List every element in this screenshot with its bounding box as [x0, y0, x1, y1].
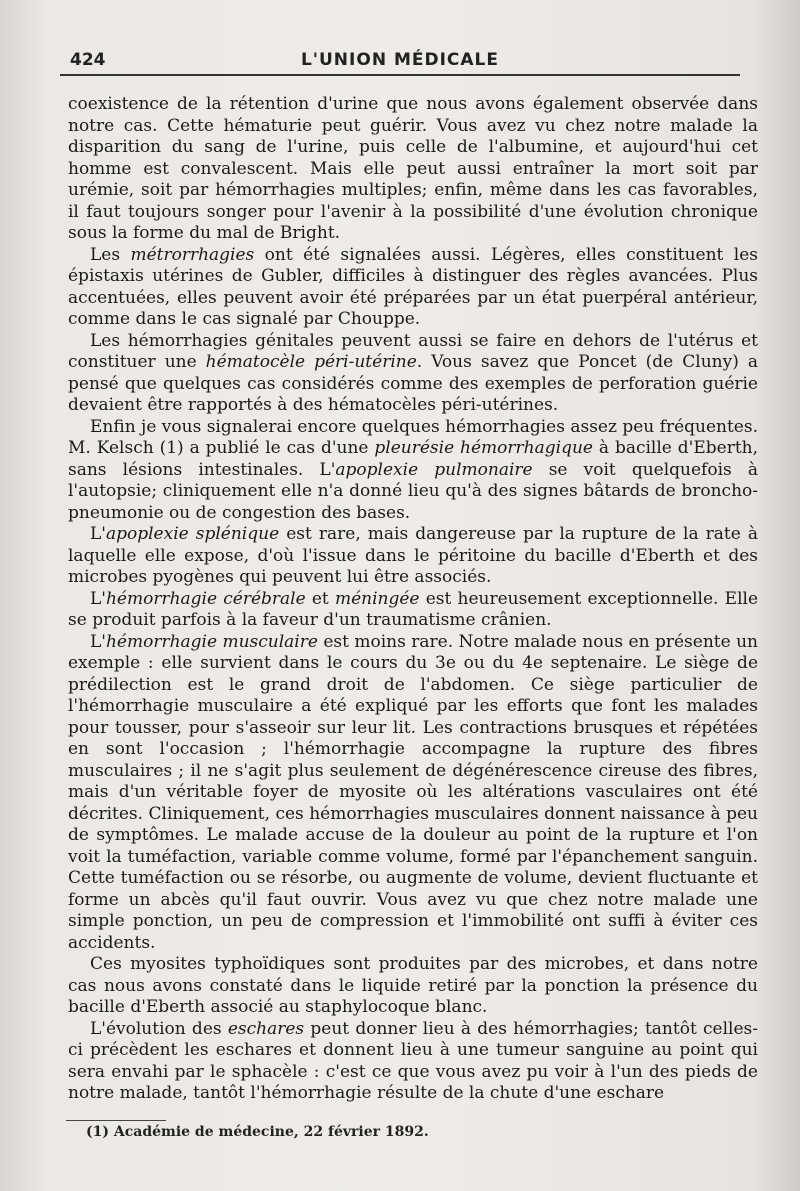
text-run: et — [305, 588, 335, 609]
paragraph-p1 — [68, 94, 758, 245]
text-run: L' — [90, 588, 106, 609]
text-run: se voit quelquefois à l'autopsie; cliniquement elle n'a donné lieu qu'à des signes bâtards de broncho-pneumonie ou de congestion des bases. — [68, 459, 758, 523]
italic-term: hémorrhagie musculaire — [105, 631, 318, 652]
text-run: à bacille d'Eberth, sans lésions intestinales. L' — [68, 438, 758, 480]
page-header — [60, 44, 740, 74]
text-run: peut donner lieu à des hémorrhagies; tantôt celles-ci précèdent les eschares et donnent lieu à une tumeur sanguine au point qui sera envahi par le sphacèle : c'est ce que vous avez pu voir à l'un des pieds de notre malade, tantôt l'hémorrhagie résulte de la chute d'une eschare — [68, 1018, 758, 1103]
italic-term: pleurésie hémorrhagique — [374, 438, 593, 458]
text-run: L' — [90, 631, 106, 652]
header-rule — [60, 74, 740, 76]
paragraph-p8 — [68, 954, 758, 1019]
italic-term: hématocèle péri-utérine — [205, 352, 417, 372]
footnote: (1) Académie de médecine, 22 février 1892. — [86, 1124, 429, 1140]
text-run: Enfin je vous signalerai encore quelques hémorrhagies assez peu fréquentes. M. Kelsch (1) a publié le cas d'une — [68, 416, 758, 458]
text-run: Ces myosites typhoïdiques sont produites par des microbes, et dans notre cas nous avons constaté dans le liquide retiré par la ponction la présence du bacille d'Eberth associé au staphylocoque blanc. — [68, 954, 758, 1017]
italic-term: métrorrhagies — [130, 244, 255, 265]
paragraph-p7 — [68, 632, 758, 955]
body-text — [68, 94, 758, 1105]
paragraph-p9 — [68, 1019, 758, 1105]
text-run: ont été signalées aussi. Légères, elles constituent les épistaxis utérines de Gubler, difficiles à distinguer des règles avancées. Plus accentuées, elles peuvent avoir été préparées par un état puerpéral antérieur, comme dans le cas signalé par Chouppe. — [68, 244, 758, 329]
page-number: 424 — [70, 50, 106, 70]
text-run: Les — [90, 244, 131, 265]
italic-term: hémorrhagie cérébrale — [105, 588, 306, 609]
paragraph-p5 — [68, 524, 758, 589]
paragraph-p4 — [68, 417, 758, 525]
italic-term: apoplexie pulmonaire — [335, 459, 533, 480]
running-head: L'UNION MÉDICALE — [300, 50, 500, 70]
text-run: est rare, mais dangereuse par la rupture de la rate à laquelle elle expose, d'où l'issue dans le péritoine du bacille d'Eberth et des microbes pyogènes qui peuvent lui être associés. — [68, 524, 758, 587]
text-run: Les hémorrhagies génitales peuvent aussi se faire en dehors de l'utérus et constituer une — [68, 330, 758, 372]
text-run: coexistence de la rétention d'urine que nous avons également observée dans notre cas. Cette hématurie peut guérir. Vous avez vu chez notre malade la disparition du sang de l'urine, puis celle de l'albumine, et aujourd'hui cet homme est convalescent. Mais elle peut aussi entraîner la mort soit par urémie, soit par hémorrhagies multiples; enfin, même dans les cas favorables, il faut toujours songer pour l'avenir à la possibilité d'une évolution chronique sous la forme du mal de Bright. — [68, 94, 758, 243]
text-run: L' — [90, 524, 106, 544]
paragraph-p6 — [68, 589, 758, 632]
text-run: L'évolution des — [90, 1018, 228, 1039]
paragraph-p3 — [68, 331, 758, 417]
italic-term: apoplexie splénique — [105, 524, 280, 544]
text-run: . Vous savez que Poncet (de Cluny) a pensé que quelques cas considérés comme des exemples de perforation guérie devaient être rapportés à des hématocèles péri-utérines. — [68, 352, 758, 415]
text-run: est heureusement exceptionnelle. Elle se produit parfois à la faveur d'un traumatisme crânien. — [68, 588, 759, 630]
italic-term: méningée — [334, 588, 420, 609]
footnote-rule — [66, 1120, 166, 1121]
italic-term: eschares — [227, 1018, 305, 1039]
paragraph-p2 — [68, 245, 758, 331]
text-run: est moins rare. Notre malade nous en présente un exemple : elle survient dans le cours du 3e ou du 4e septenaire. Le siège de prédilection est le grand droit de l'abdomen. Ce siège particulier de l'hémorrhagie musculaire a été expliqué par les efforts que font les malades pour tousser, pour s'asseoir sur leur lit. Les contractions brusques et répétées en sont l'occasion ; l'hémorrhagie accompagne la rupture des fibres musculaires ; il ne s'agit plus seulement de dégénérescence cireuse des fibres, mais d'un véritable foyer de myosite où les altérations vasculaires ont été décrites. Cliniquement, ces hémorrhagies musculaires donnent naissance à peu de symptômes. Le malade accuse de la douleur au point de la rupture et l'on voit la tuméfaction, variable comme volume, formé par l'épanchement sanguin. Cette tuméfaction ou se résorbe, ou augmente de volume, devient fluctuante et forme un abcès qu'il faut ouvrir. Vous avez vu que chez notre malade une simple ponction, un peu de compression et l'immobilité ont suffi à éviter ces accidents. — [68, 631, 758, 953]
